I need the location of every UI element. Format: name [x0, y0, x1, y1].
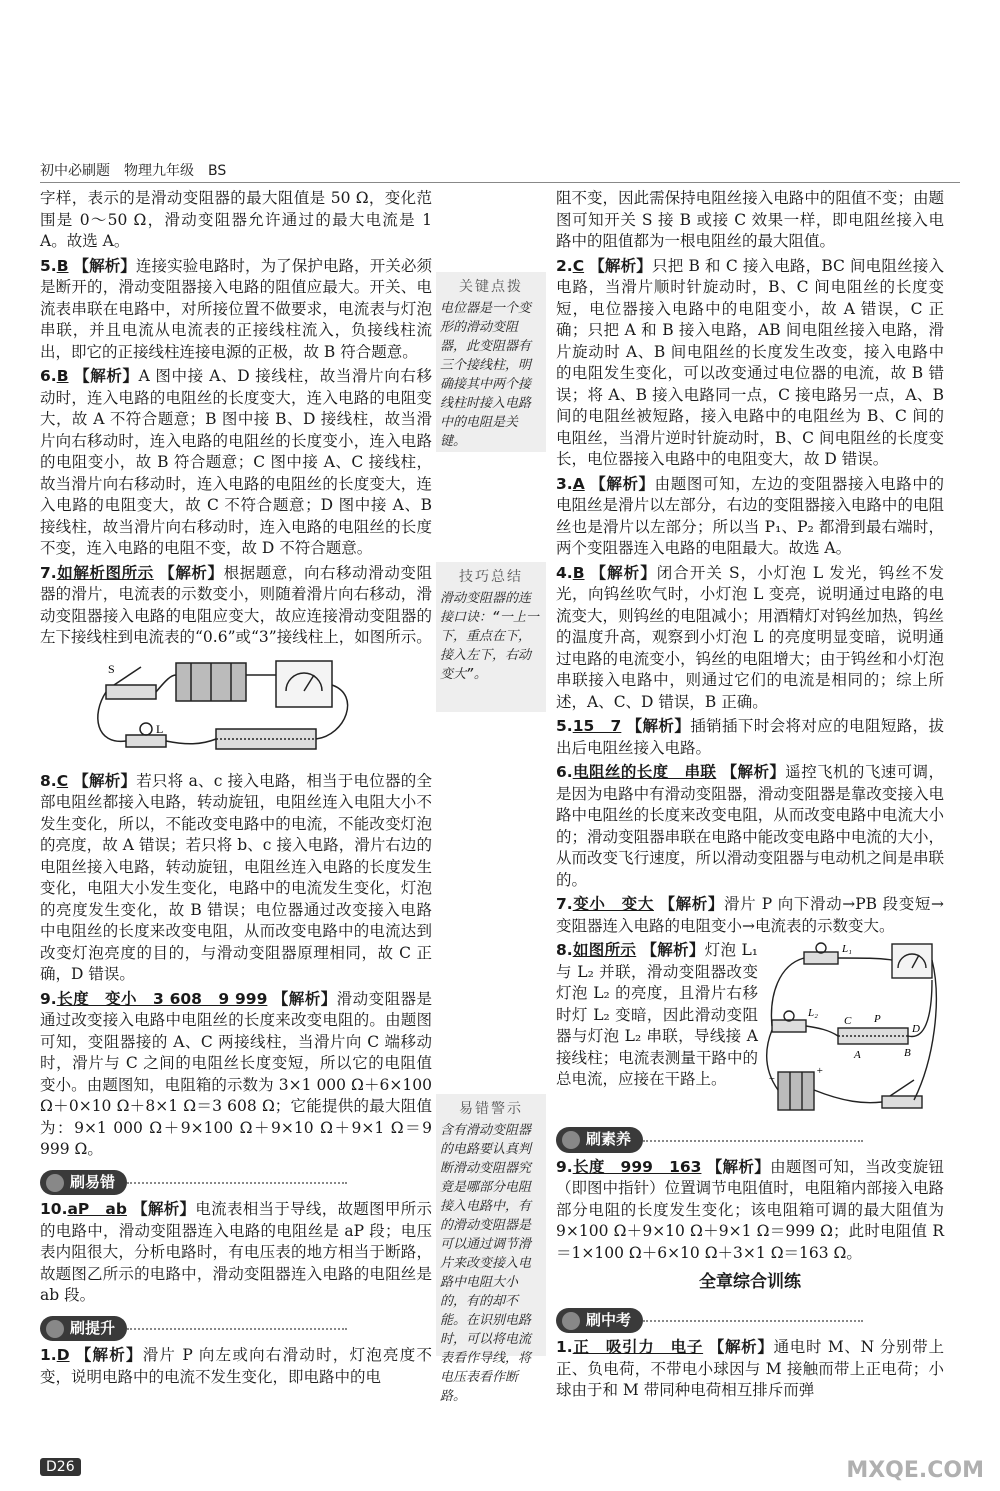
- item-answer: A: [572, 474, 585, 493]
- item-analysis: 连接实验电路时，为了保护电路，开关必须是断开的，滑动变阻器接入电路的阻值应最大。开关、电流表串联在电路中，对所接位置不做要求，电流表与灯泡串联，并且电流从电流表的正接线柱流入，负接线柱流出，即它的正接线柱连接电源的正极，故 B 符合题意。: [40, 256, 432, 361]
- item-analysis: 灯泡 L₁ 与 L₂ 并联，滑动变阻器改变灯泡 L₂ 的亮度，且滑片右移时灯 L₂ 变暗，因此滑动变阻器与灯泡 L₂ 串联，导线接 A 接线柱；电流表测量干路中的总电流，应接在干路上。: [556, 941, 758, 1088]
- label-b: B: [904, 1047, 911, 1059]
- analysis-label: 【解析】: [626, 717, 691, 735]
- item-number: 7.: [40, 563, 57, 582]
- analysis-label: 【解析】: [73, 771, 137, 790]
- answer-item-r3: [556, 474, 944, 560]
- page-number: D26: [40, 1458, 81, 1476]
- item-number: 10.: [40, 1200, 68, 1218]
- header-divider: [40, 182, 960, 183]
- item-analysis: 根据题意，向右移动滑动变阻器的滑片，电流表的示数变小，则随着滑片向右移动，滑动变阻器接入电路的电阻应变大，故应连接滑动变阻器的左下接线柱到电流表的“0.6”或“3”接线柱上，如图所示。: [40, 563, 432, 646]
- note-tag: 关键点拨: [459, 279, 523, 295]
- item-analysis: A 图中接 A、D 接线柱，故当滑片向右移动时，连入电路的电阻丝的长度变大，连入电路的电阻变大，故 A 不符合题意；B 图中接 B、D 接线柱，故当滑片向右移动时，连入电路的电阻丝的长度变小，连入电路的电阻变小，故 B 符合题意；C 图中接 A、C 接线柱，故当滑片向右移动时，连入电路的电阻丝的长度变大，连入电路的电阻变大，故 C 不符合题意；D 图中接 A、B 接线柱，故当滑片向右移动时，连入电路的电阻丝的长度不变，连入电路的电阻不变，故 D 不符合题意。: [40, 367, 432, 557]
- analysis-label: 【解析】: [73, 256, 136, 275]
- label-d: D: [912, 1023, 920, 1035]
- analysis-label: 【解析】: [589, 256, 652, 275]
- left-intro: 字样，表示的是滑动变阻器的最大阻值是 50 Ω，变化范围是 0～50 Ω，滑动变阻器允许通过的最大电流是 1 A。故选 A。: [40, 189, 432, 250]
- answer-item-r6: [556, 762, 944, 891]
- item-analysis: 插销插下时会将对应的电阻短路，拔出后电阻丝接入电路。: [556, 717, 944, 757]
- section-badge-zhongkao: 刷中考: [556, 1308, 643, 1334]
- label-minus: −: [768, 1073, 776, 1085]
- item-answer: C: [56, 771, 69, 790]
- item-number: 4.: [556, 563, 573, 582]
- answer-item-r2: [556, 256, 944, 471]
- item-analysis: 遥控飞机的飞速可调，是因为电路中有滑动变阻器，滑动变阻器是靠改变接入电路中电阻丝的长度来改变电阻，从而改变电路中电流大小的；滑动变阻器串联在电路中能改变电路中电流的大小，从而改变飞行速度，所以滑动变阻器与电动机之间是串联的。: [556, 763, 944, 889]
- answer-item-r8: [556, 940, 944, 1118]
- note-tag: 技巧总结: [459, 569, 523, 585]
- analysis-label: 【解析】: [641, 941, 705, 959]
- note-text: 含有滑动变阻器的电路要认真判断滑动变阻器究竟是哪部分电阻接入电路中，有的滑动变阻器是可以通过调节滑片来改变接入电路中电阻大小的，有的却不能。在识别电路时，可以将电流表看作导线，将电压表看作断路。: [440, 1123, 532, 1404]
- item-analysis: 由题图可知，左边的变阻器接入电路中的电阻丝是滑片以左部分，右边的变阻器接入电路中的电阻丝也是滑片以左部分；所以当 P₁、P₂ 都滑到最右端时，两个变阻器连入电路的电阻最大。故选 A。: [556, 474, 944, 557]
- analysis-label: 【解析】: [659, 895, 724, 913]
- analysis-label: 【解析】: [706, 1157, 771, 1176]
- analysis-label: 【解析】: [159, 563, 224, 582]
- label-l: L: [156, 721, 164, 736]
- watermark: MXQE.COM: [846, 1458, 984, 1483]
- label-s: S: [108, 661, 115, 676]
- section-badge-yicuo: 刷易错: [40, 1170, 127, 1196]
- label-a: A: [854, 1049, 861, 1061]
- item-analysis: 由题图可知，当改变旋钮（即图中指针）位置调节电阻值时，电阻箱内部接入电路部分电阻的长度发生变化；该电阻箱可调的最大阻值为 9×100 Ω＋9×10 Ω＋9×1 Ω＝999 Ω；此时电阻值 R＝1×100 Ω＋6×10 Ω＋3×1 Ω＝163 Ω。: [556, 1157, 944, 1262]
- item-answer: aP ab: [67, 1200, 127, 1218]
- answer-item-7: [40, 563, 432, 649]
- item-answer: C: [572, 256, 585, 275]
- item-analysis: 若只将 a、c 接入电路，相当于电位器的全部电阻丝都接入电路，转动旋钮，电阻丝连入电阻大小不发生变化，所以，不能改变电路中的电流，不能改变灯泡的亮度，故 A 错误；若只将 b、c 接入电路，滑片右边的电阻丝接入电路，转动旋钮，电阻丝连入电路的长度发生变化，电阻大小发生变化，电路中的电流发生变化，灯泡的亮度发生变化，故 B 错误；电位器通过改变接入电路中电阻丝的长度来改变电阻，从而改变电路中的电流达到改变灯泡亮度的目的，与滑动变阻器原理相同，故 C 正确，D 错误。: [40, 771, 432, 983]
- item-number: 5.: [40, 256, 57, 275]
- left-column: [40, 188, 432, 1391]
- item-number: 8.: [40, 771, 57, 790]
- badge-icon: [562, 1312, 580, 1330]
- item-answer: 长度 变小 3 608 9 999: [56, 989, 268, 1008]
- badge-icon: [46, 1320, 64, 1338]
- analysis-label: 【解析】: [721, 763, 786, 781]
- label-c: C: [844, 1015, 852, 1027]
- analysis-label: 【解析】: [590, 563, 657, 582]
- item-answer: 正 吸引力 电子: [572, 1338, 704, 1356]
- item-number: 6.: [40, 367, 57, 385]
- item-answer: D: [56, 1346, 70, 1364]
- item-analysis: 滑片 P 向下滑动→PB 段变短→变阻器连入电路的电阻变小→电流表的示数变大。: [556, 895, 944, 935]
- analysis-label: 【解析】: [74, 367, 139, 385]
- item-number: 6.: [556, 763, 573, 781]
- item-analysis: 只把 B 和 C 接入电路，BC 间电阻丝接入电路，当滑片顺时针旋动时，B、C 间电阻丝的长度变短，电位器接入电路中的电阻变小，故 A 错误，C 正确；只把 A 和 B 接入电路，AB 间电阻丝接入电路，滑片旋动时 A、B 间电阻丝的长度发生改变，接入电路中的电阻发生变化，可以改变通过电位器的电流，故 B 错误；将 A、B 接入电路同一点，C 接电路另一点，A、B 间的电阻丝被短路，接入电路中的电阻丝为 B、C 间的电阻丝，当滑片逆时针旋动时，B、C 间电阻丝的长度变长，电位器接入电路中的电阻变大，故 D 错误。: [556, 256, 944, 468]
- note-text: 滑动变阻器的连接口诀：“一上一下，重点在下，接入左下，右动变大”。: [440, 591, 539, 682]
- badge-icon: [46, 1174, 64, 1192]
- item-number: 9.: [40, 989, 57, 1008]
- item-number: 1.: [40, 1346, 57, 1364]
- note-tag: 易错警示: [459, 1101, 523, 1117]
- answer-item-r7: [556, 894, 944, 937]
- sidebar-note-key: [436, 272, 546, 452]
- page-header: 初中必刷题 物理九年级 BS: [40, 163, 227, 179]
- analysis-label: 【解析】: [75, 1346, 143, 1364]
- item-number: 5.: [556, 717, 573, 735]
- answer-item-10: [40, 1199, 432, 1307]
- item-answer: 如解析图所示: [56, 563, 154, 582]
- right-column: [556, 188, 944, 1405]
- answer-item-r4: [556, 563, 944, 714]
- item-number: 8.: [556, 941, 573, 959]
- item-number: 7.: [556, 895, 573, 913]
- analysis-label: 【解析】: [708, 1338, 774, 1356]
- answer-item-8: [40, 771, 432, 986]
- item-answer: 如图所示: [572, 941, 637, 959]
- right-intro: 阻不变，因此需保持电阻丝接入电路中的阻值不变；由题图可知开关 S 接 B 或接 C 效果一样，即电阻丝接入电路中的阻值都为一根电阻丝的最大阻值。: [556, 189, 944, 250]
- item-answer: 长度 999 163: [572, 1157, 702, 1176]
- item-answer: 15 7: [572, 717, 622, 735]
- analysis-label: 【解析】: [272, 989, 337, 1008]
- item-answer: 变小 变大: [572, 895, 654, 913]
- label-l1: L₁: [842, 943, 852, 955]
- answer-item-5: [40, 256, 432, 364]
- note-text: 电位器是一个变形的滑动变阻器，此变阻器有三个接线柱，明确接其中两个接线柱时接入电路中的电阻是关键。: [440, 301, 532, 449]
- analysis-label: 【解析】: [132, 1200, 196, 1218]
- answer-item-9: [40, 989, 432, 1161]
- label-plus: +: [816, 1065, 824, 1077]
- item-analysis: 通电时 M、N 分别带上正、负电荷，不带电小球因与 M 接触而带上正电荷；小球由于和 M 带同种电荷相互排斥而弹: [556, 1338, 944, 1399]
- sidebar-note-warning: [436, 1094, 546, 1404]
- item-number: 2.: [556, 256, 573, 275]
- circuit-figure-7: [86, 655, 386, 765]
- label-p: P: [874, 1013, 881, 1025]
- item-answer: B: [56, 367, 69, 385]
- section-badge-suyang: 刷素养: [556, 1127, 643, 1153]
- item-answer: B: [572, 563, 585, 582]
- item-answer: 电阻丝的长度 串联: [572, 763, 717, 781]
- answer-item-z1: [556, 1337, 944, 1402]
- chapter-title: 全章综合训练: [699, 1272, 801, 1292]
- section-badge-tisheng: 刷提升: [40, 1316, 127, 1342]
- badge-icon: [562, 1131, 580, 1149]
- circuit-figure-8: [764, 940, 944, 1118]
- label-l2: L₂: [808, 1007, 818, 1019]
- answer-item-t1: [40, 1345, 432, 1388]
- sidebar-note-tips: [436, 562, 546, 712]
- item-analysis: 闭合开关 S，小灯泡 L 发光，钨丝不发光，向钨丝吹气时，小灯泡 L 变亮，说明通过电路的电流变大，则钨丝的电阻减小；用酒精灯对钨丝加热，钨丝的温度升高，观察到小灯泡 L 的亮度明显变暗，说明通过电路的电流变小，钨丝的电阻增大；由于钨丝和小灯泡串联接入电路中，则通过它们的电流是相同的；综上所述，A、C、D 错误，B 正确。: [556, 563, 944, 711]
- item-analysis: 滑片 P 向左或向右滑动时，灯泡亮度不变，说明电路中的电流不发生变化，即电路中的电: [40, 1346, 432, 1386]
- item-number: 3.: [556, 474, 573, 493]
- answer-item-r9: [556, 1157, 944, 1265]
- item-number: 1.: [556, 1338, 573, 1356]
- answer-item-6: [40, 366, 432, 560]
- item-answer: B: [56, 256, 69, 275]
- item-analysis: 滑动变阻器是通过改变接入电路中电阻丝的长度来改变电阻的。由题图可知，变阻器接的 A、C 两接线柱，当滑片向 C 端移动时，滑片与 C 之间的电阻丝长度变短，所以它的电阻值变小。由题图知，电阻箱的示数为 3×1 000 Ω＋6×100 Ω＋0×10 Ω＋8×1 Ω＝3 608 Ω；它能提供的最大阻值为：9×1 000 Ω＋9×100 Ω＋9×10 Ω＋9×1 Ω＝9 999 Ω。: [40, 989, 432, 1158]
- analysis-label: 【解析】: [590, 474, 655, 493]
- answer-item-r5: [556, 716, 944, 759]
- item-number: 9.: [556, 1157, 573, 1176]
- item-analysis: 电流表相当于导线，故题图甲所示的电路中，滑动变阻器连入电路的电阻丝是 aP 段；电压表内阻很大，分析电路时，有电压表的地方相当于断路，故题图乙所示的电路中，滑动变阻器连入电路的电阻丝是 ab 段。: [40, 1200, 432, 1304]
